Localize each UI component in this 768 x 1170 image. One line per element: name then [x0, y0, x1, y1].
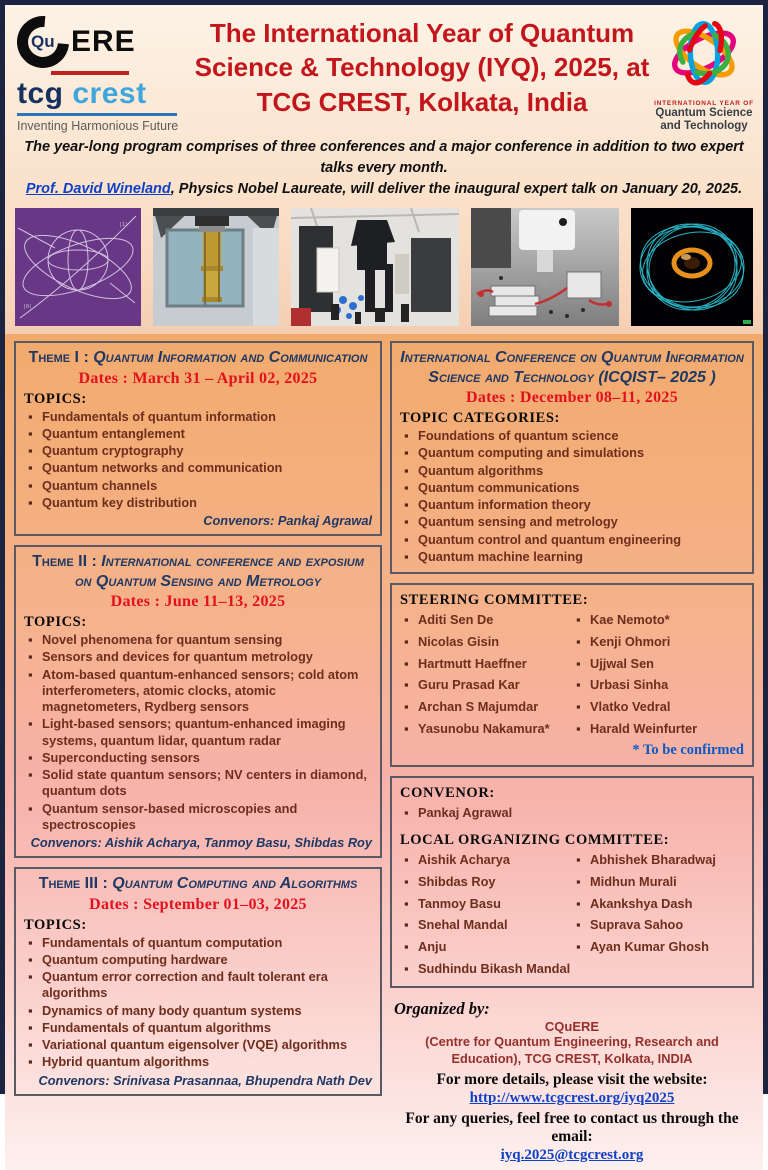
- theme2-box: [14, 545, 382, 858]
- steering-member: ▪ Kae Nemoto*: [574, 610, 744, 631]
- iyq-label-small: INTERNATIONAL YEAR OF: [654, 100, 754, 107]
- topic-item: ▪ Novel phenomena for quantum sensing: [26, 632, 372, 648]
- topic-item: ▪ Fundamentals of quantum algorithms: [26, 1020, 372, 1036]
- topic-item: ▪ Light-based sensors; quantum-enhanced imaging systems, quantum lidar, quantum radar: [26, 716, 372, 749]
- steering-member: ▪ Hartmutt Haeffner: [402, 654, 572, 675]
- theme2-topic-list: [26, 632, 372, 833]
- loc-member: ▪ Anju: [402, 937, 572, 958]
- theme1-topic-list: [26, 409, 372, 512]
- left-column: [14, 341, 382, 1166]
- steering-member: ▪ Aditi Sen De: [402, 610, 572, 631]
- theme3-box: [14, 867, 382, 1096]
- theme2-topics-label: TOPICS:: [24, 614, 87, 631]
- topic-category-item: ▪ Quantum information theory: [402, 497, 744, 513]
- topic-item: ▪ Quantum cryptography: [26, 443, 372, 459]
- organizer-description: (Centre for Quantum Engineering, Research and Education), TCG CREST, Kolkata, INDIA: [425, 1034, 719, 1067]
- content: [5, 334, 763, 1170]
- loc-member: ▪ Tanmoy Basu: [402, 894, 572, 915]
- topic-category-item: ▪ Quantum algorithms: [402, 463, 744, 479]
- topic-category-item: ▪ Quantum sensing and metrology: [402, 514, 744, 530]
- steering-col1: [402, 610, 572, 740]
- loc-member: ▪ Akankshya Dash: [574, 894, 744, 915]
- topic-item: ▪ Quantum error correction and fault tolerant era algorithms: [26, 969, 372, 1002]
- steering-col2: [574, 610, 744, 740]
- steering-columns: [400, 609, 744, 740]
- convenor-label: CONVENOR:: [400, 785, 495, 802]
- theme1-topics-label: TOPICS:: [24, 390, 87, 407]
- theme3-title: Theme III : Quantum Computing and Algorithms: [38, 875, 358, 893]
- icqist-topics-label: TOPIC CATEGORIES:: [400, 410, 560, 427]
- loc-col2: [574, 850, 744, 980]
- theme2-title: Theme II : International conference and exposium on Quantum Sensing and Metrology: [32, 553, 364, 590]
- host-logos: [13, 10, 191, 133]
- theme3-topics-label: TOPICS:: [24, 916, 87, 933]
- steering-member: ▪ Nicolas Gisin: [402, 632, 572, 653]
- tcg-divider-line: [17, 113, 177, 116]
- loc-member: ▪ Midhun Murali: [574, 872, 744, 893]
- photo-quantum-geometry-sketch: [15, 208, 141, 326]
- cquere-c-icon: [6, 5, 79, 78]
- organized-by-section: [390, 997, 754, 1165]
- to-be-confirmed-note: * To be confirmed: [632, 742, 744, 759]
- cquere-tagline-bar: [51, 71, 129, 75]
- loc-member: ▪ Aishik Acharya: [402, 850, 572, 871]
- steering-member: ▪ Archan S Majumdar: [402, 697, 572, 718]
- topic-item: ▪ Fundamentals of quantum information: [26, 409, 372, 425]
- cquere-ere-text: ERE: [71, 25, 136, 58]
- header: [5, 5, 763, 334]
- right-column: [390, 341, 754, 1166]
- theme1-convenors: Convenors: Pankaj Agrawal: [203, 513, 372, 529]
- photo-strip: [15, 208, 753, 326]
- topic-item: ▪ Quantum entanglement: [26, 426, 372, 442]
- theme3-convenors: Convenors: Srinivasa Prasannaa, Bhupendra Nath Dev: [38, 1072, 372, 1088]
- loc-label: LOCAL ORGANIZING COMMITTEE:: [400, 832, 670, 849]
- topic-item: ▪ Dynamics of many body quantum systems: [26, 1003, 372, 1019]
- topic-item: ▪ Superconducting sensors: [26, 750, 372, 766]
- steering-member: ▪ Ujjwal Sen: [574, 654, 744, 675]
- program-subtitle: [13, 133, 755, 202]
- title-line-1: The International Year of Quantum: [209, 18, 635, 48]
- loc-member: ▪ Shibdas Roy: [402, 872, 572, 893]
- organized-by-heading: Organized by:: [394, 999, 490, 1019]
- loc-member: ▪ Abhishek Bharadwaj: [574, 850, 744, 871]
- tcg-word: tcg: [17, 77, 73, 110]
- loc-member: ▪ Ayan Kumar Ghosh: [574, 937, 744, 958]
- theme2-dates: Dates : June 11–13, 2025: [110, 593, 286, 611]
- loc-member: ▪ Sudhindu Bikash Mandal: [402, 959, 572, 980]
- subtitle-line-1: The year-long program comprises of three conferences and a major conference in addition to two expert talks every month.: [24, 139, 744, 177]
- website-label: For more details, please visit the website:: [436, 1070, 708, 1088]
- topic-item: ▪ Sensors and devices for quantum metrology: [26, 649, 372, 665]
- email-link[interactable]: iyq.2025@tcgcrest.org: [500, 1146, 644, 1163]
- subtitle-line-2: [15, 179, 753, 200]
- iyq-label-line1: Quantum Science: [655, 107, 753, 119]
- steering-member: ▪ Vlatko Vedral: [574, 697, 744, 718]
- topic-item: ▪ Variational quantum eigensolver (VQE) algorithms: [26, 1037, 372, 1053]
- theme1-box: [14, 341, 382, 536]
- theme3-dates: Dates : September 01–03, 2025: [89, 895, 307, 913]
- steering-member: ▪ Urbasi Sinha: [574, 675, 744, 696]
- email-label: For any queries, feel free to contact us through the email:: [405, 1109, 739, 1145]
- steering-committee-box: [390, 583, 754, 767]
- topic-category-item: ▪ Quantum machine learning: [402, 549, 744, 565]
- steering-member: ▪ Yasunobu Nakamura*: [402, 719, 572, 740]
- topic-item: ▪ Quantum computing hardware: [26, 952, 372, 968]
- topic-category-item: ▪ Foundations of quantum science: [402, 428, 744, 444]
- organizer-name: CQuERE: [544, 1019, 600, 1035]
- steering-member: ▪ Guru Prasad Kar: [402, 675, 572, 696]
- cquere-logo: [17, 14, 191, 70]
- iyq-knot-icon: [660, 12, 748, 94]
- theme2-convenors: Convenors: Aishik Acharya, Tanmoy Basu, Shibdas Roy: [30, 835, 372, 851]
- icqist-box: [390, 341, 754, 574]
- loc-columns: [400, 849, 744, 980]
- photo-optics-laboratory: [291, 208, 459, 326]
- svg-text:|0⟩: |0⟩: [23, 304, 33, 311]
- icqist-title: International Conference on Quantum Information Science and Technology (ICQIST– 2025 ): [400, 349, 744, 386]
- steering-member: ▪ Harald Weinfurter: [574, 719, 744, 740]
- loc-col1: [402, 850, 572, 980]
- topic-item: ▪ Solid state quantum sensors; NV centers in diamond, quantum dots: [26, 767, 372, 800]
- loc-member: ▪ Snehal Mandal: [402, 915, 572, 936]
- iyq-logo: [653, 10, 755, 132]
- topic-item: ▪ Quantum sensor-based microscopies and spectroscopies: [26, 801, 372, 834]
- topic-item: ▪ Fundamentals of quantum computation: [26, 935, 372, 951]
- page-title: [191, 10, 653, 119]
- icqist-dates: Dates : December 08–11, 2025: [465, 389, 679, 407]
- theme1-title: Theme I : Quantum Information and Communication: [28, 349, 368, 367]
- tcg-crest-logo: [17, 79, 191, 109]
- photo-probe-microscope-station: [471, 208, 619, 326]
- topic-category-item: ▪ Quantum control and quantum engineering: [402, 532, 744, 548]
- photo-wireframe-torus-render: [631, 208, 753, 326]
- tcg-slogan: Inventing Harmonious Future: [17, 119, 179, 133]
- iyq-label-line2: and Technology: [660, 119, 748, 132]
- convenor-member: ▪ Pankaj Agrawal: [402, 803, 744, 824]
- title-line-2: Science & Technology (IYQ), 2025, at: [194, 52, 650, 83]
- title-line-3: TCG CREST, Kolkata, India: [256, 86, 588, 117]
- crest-word: crest: [72, 77, 147, 110]
- topic-item: ▪ Quantum key distribution: [26, 495, 372, 511]
- subtitle-line-2-rest: , Physics Nobel Laureate, will deliver the inaugural expert talk on January 20, 2025.: [170, 181, 743, 198]
- svg-text:|1⟩: |1⟩: [119, 222, 129, 229]
- steering-label: STEERING COMMITTEE:: [400, 592, 589, 609]
- theme3-topic-list: [26, 935, 372, 1071]
- topic-item: ▪ Atom-based quantum-enhanced sensors; cold atom interferometers, atomic clocks, atomic magnetometers, Rydberg sensors: [26, 667, 372, 716]
- topic-category-item: ▪ Quantum communications: [402, 480, 744, 496]
- topic-item: ▪ Quantum networks and communication: [26, 460, 372, 476]
- cquere-qu-text: Qu: [31, 32, 55, 52]
- topic-category-item: ▪ Quantum computing and simulations: [402, 445, 744, 461]
- theme1-dates: Dates : March 31 – April 02, 2025: [78, 369, 318, 387]
- wineland-link[interactable]: Prof. David Wineland: [25, 181, 171, 198]
- website-link[interactable]: http://www.tcgcrest.org/iyq2025: [469, 1089, 675, 1106]
- steering-member: ▪ Kenji Ohmori: [574, 632, 744, 653]
- topic-item: ▪ Quantum channels: [26, 478, 372, 494]
- photo-dilution-refrigerator: [153, 208, 279, 326]
- loc-member: ▪ Suprava Sahoo: [574, 915, 744, 936]
- topic-item: ▪ Hybrid quantum algorithms: [26, 1054, 372, 1070]
- convenor-list: [402, 803, 744, 824]
- convenor-loc-box: [390, 776, 754, 988]
- icqist-topic-list: [402, 428, 744, 565]
